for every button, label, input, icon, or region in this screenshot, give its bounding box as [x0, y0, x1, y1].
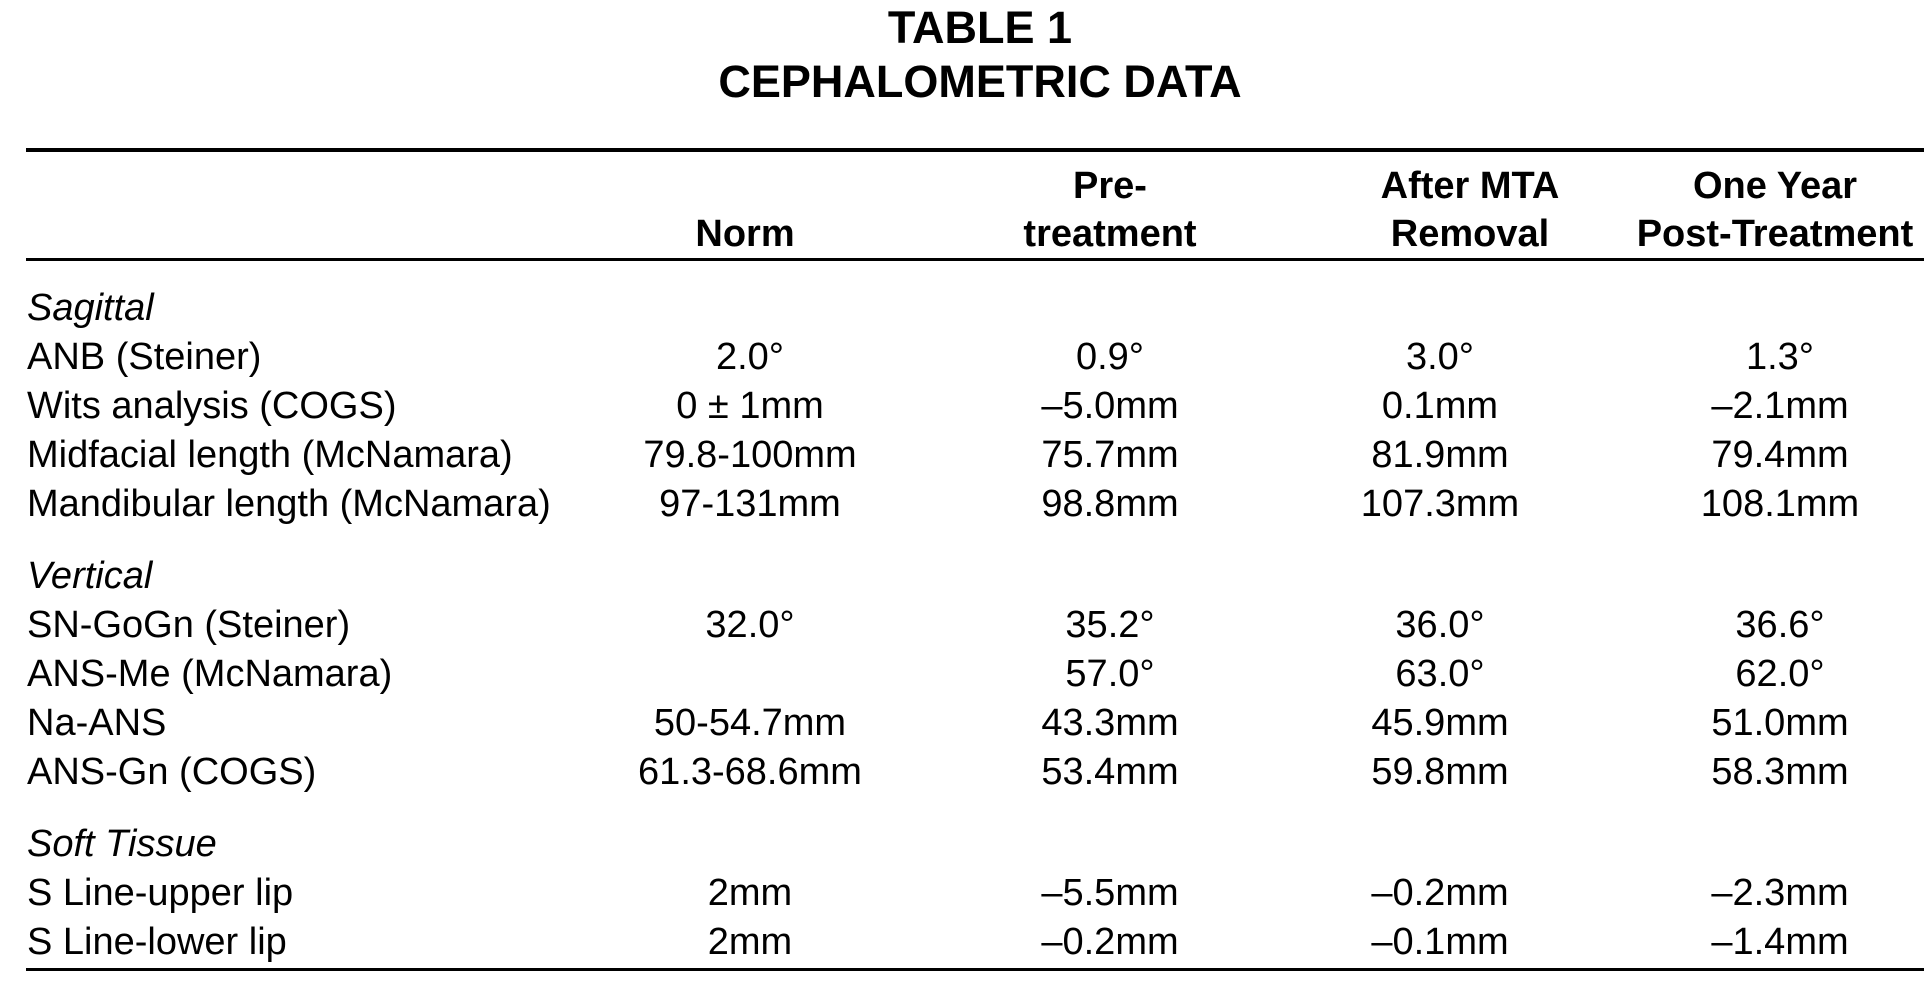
cell-one-year: 51.0mm — [1711, 702, 1849, 744]
cell-pretreatment: 43.3mm — [1041, 702, 1179, 744]
header-after-mta-line1: After MTA — [1380, 165, 1560, 207]
table-subtitle: CEPHALOMETRIC DATA — [718, 56, 1242, 107]
cell-norm: 2mm — [707, 872, 793, 914]
cell-norm: 50-54.7mm — [653, 702, 847, 744]
row-label: ANS-Gn (COGS) — [27, 751, 317, 793]
row-label: Wits analysis (COGS) — [27, 385, 397, 427]
cell-pretreatment: –5.0mm — [1041, 385, 1179, 427]
cell-norm: 0 ± 1mm — [676, 385, 824, 427]
header-pretreatment-line2: treatment — [1023, 213, 1197, 255]
cell-pretreatment: 75.7mm — [1041, 434, 1179, 476]
cell-after-mta: 45.9mm — [1371, 702, 1509, 744]
top-rule — [26, 148, 1924, 152]
row-label: S Line-lower lip — [27, 921, 287, 963]
cell-pretreatment: 98.8mm — [1041, 483, 1179, 525]
cell-norm: 2mm — [707, 921, 793, 963]
cell-pretreatment: –0.2mm — [1041, 921, 1179, 963]
cell-one-year: 1.3° — [1745, 336, 1815, 378]
header-norm: Norm — [695, 213, 795, 255]
cell-after-mta: 63.0° — [1395, 653, 1485, 695]
header-after-mta-line2: Removal — [1390, 213, 1550, 255]
header-one-year-line1: One Year — [1692, 165, 1858, 207]
row-label: ANB (Steiner) — [27, 336, 262, 378]
header-one-year-line2: Post-Treatment — [1636, 213, 1914, 255]
cell-after-mta: 3.0° — [1405, 336, 1475, 378]
row-label: Mandibular length (McNamara) — [27, 483, 551, 525]
cell-one-year: 36.6° — [1735, 604, 1825, 646]
cell-after-mta: 0.1mm — [1381, 385, 1499, 427]
cell-after-mta: 36.0° — [1395, 604, 1485, 646]
section-heading-vertical: Vertical — [27, 555, 153, 597]
cell-pretreatment: 35.2° — [1065, 604, 1155, 646]
cell-pretreatment: 0.9° — [1075, 336, 1145, 378]
cell-after-mta: 81.9mm — [1371, 434, 1509, 476]
cell-norm: 97-131mm — [659, 483, 841, 525]
cell-after-mta: –0.2mm — [1371, 872, 1509, 914]
cell-pretreatment: 53.4mm — [1041, 751, 1179, 793]
row-label: Na-ANS — [27, 702, 167, 744]
cell-after-mta: 59.8mm — [1371, 751, 1509, 793]
cell-one-year: –2.1mm — [1711, 385, 1849, 427]
cell-one-year: 79.4mm — [1711, 434, 1849, 476]
header-pretreatment-line1: Pre- — [1073, 165, 1147, 207]
cell-one-year: 58.3mm — [1711, 751, 1849, 793]
header-after-mta-removal — [1320, 162, 1620, 258]
cell-norm: 32.0° — [705, 604, 795, 646]
cell-norm: 2.0° — [715, 336, 785, 378]
header-one-year-post — [1620, 162, 1930, 258]
cell-pretreatment: –5.5mm — [1041, 872, 1179, 914]
section-heading-soft-tissue: Soft Tissue — [27, 823, 217, 865]
cell-after-mta: 107.3mm — [1360, 483, 1520, 525]
row-label: Midfacial length (McNamara) — [27, 434, 513, 476]
cell-one-year: 62.0° — [1735, 653, 1825, 695]
header-rule — [26, 258, 1924, 261]
cell-one-year: –1.4mm — [1711, 921, 1849, 963]
cell-pretreatment: 57.0° — [1065, 653, 1155, 695]
cell-norm: 61.3-68.6mm — [638, 751, 862, 793]
bottom-rule — [26, 968, 1924, 971]
row-label: SN-GoGn (Steiner) — [27, 604, 351, 646]
table-title: TABLE 1 — [887, 2, 1073, 53]
cell-one-year: –2.3mm — [1711, 872, 1849, 914]
cell-one-year: 108.1mm — [1700, 483, 1860, 525]
row-label: S Line-upper lip — [27, 872, 294, 914]
cell-after-mta: –0.1mm — [1371, 921, 1509, 963]
header-pretreatment — [990, 162, 1230, 258]
section-heading-sagittal: Sagittal — [27, 287, 154, 329]
cell-norm: 79.8-100mm — [643, 434, 857, 476]
row-label: ANS-Me (McNamara) — [27, 653, 393, 695]
